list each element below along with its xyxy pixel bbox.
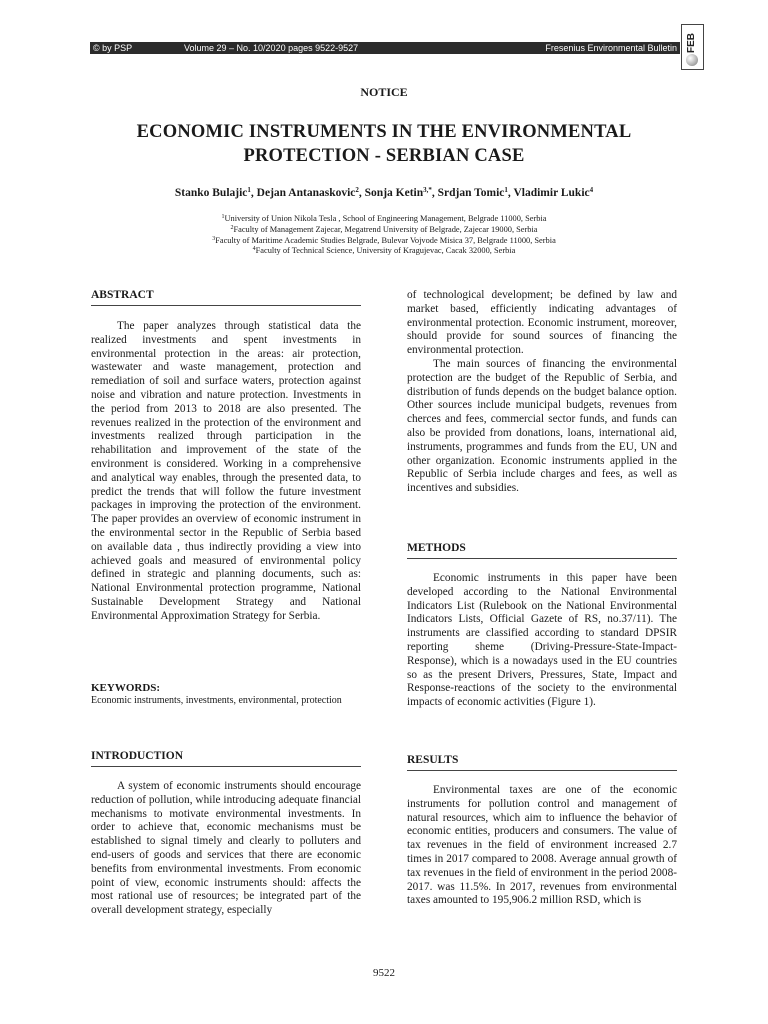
affiliation-list [40, 214, 728, 257]
keywords-label: KEYWORDS [91, 682, 157, 694]
introduction-text-block [91, 780, 361, 918]
abstract-text: The paper analyzes through statistical data the realized investments and spent investments in environmental protection in the areas: air protection, wastewater and waste management, protection and remediation of soil and surface waters, protection against noise and vibration and nature protection. Investments in the period from 2013 to 2018 are also presented. The revenues realized in the protection of the environment and investments realized through participation in the rehabilitation and improvement of the state of the environment is considered. Working in a comprehensive and analytical way enables, through the presented data, to predict the trends that will follow the future investment packages in improving the protection of the environment. The paper provides an overview of economic instrument in the environmental sector in the Republic of Serbia based on available data , thus indirectly providing a view into achieved goals and measured of environmental policy defined in strategic and planning documents, such as: National Environmental protection programme, National Sustainable Development Strategy and National Environmental Approximation Strategy for Serbia. [91, 320, 361, 622]
author-affiliation-mark: 4 [589, 186, 594, 194]
sphere-icon [686, 54, 698, 66]
journal-header-bar [90, 42, 680, 54]
title-line: ECONOMIC INSTRUMENTS IN THE ENVIRONMENTAL [136, 122, 632, 142]
affiliation: $^4$Faculty of Technical Science, University of Kragujevac, Cacak 32000, Serbia [252, 246, 516, 256]
journal-name: Fresenius Environmental Bulletin [545, 43, 677, 53]
author-name: Sonja Ketin [364, 187, 424, 199]
author-name: Srdjan Tomic [437, 187, 505, 199]
results-heading: RESULTS [407, 753, 677, 771]
results-text: Environmental taxes are one of the economic instruments for pollution control and management of natural resources, which aim to influence the behavior of economic entities, producers and consumers. The value of tax revenues in the field of environment increased 2.7 times in 2017 compared to 2008. Average annual growth of tax revenues in the field of environment in the period 2008-2017. was 11.5%. In 2017, revenues from environmental taxes amounted to 195,906.2 million RSD, which is [407, 784, 677, 907]
right-column-intro-block [407, 289, 677, 496]
keywords-text: Economic instruments, investments, environmental, protection [91, 695, 342, 706]
author-affiliation-mark: 1 [504, 186, 508, 194]
methods-heading: METHODS [407, 541, 677, 559]
author-affiliation-mark: 2 [355, 186, 359, 194]
page-number: 9522 [373, 967, 395, 979]
feb-logo [681, 24, 704, 70]
methods-text: Economic instruments in this paper have been developed according to the National Environmental Indicators List (Rulebook on the National Environmental Indicators Lists, Official Gazete of RS, no.37/11). The instruments are classified according to standard DPSIR reporting sheme (Driving-Pressure-State-Impact-Response), which is a nowadays used in the EU countries so as the present Drivers, Pressures, State, Impact and Response-reactions of the society to the environmental impacts of economic activities (Figure 1). [407, 572, 677, 709]
article-title [60, 120, 708, 168]
author-name: Vladimir Lukic [513, 187, 590, 199]
affiliation: $^3$Faculty of Maritime Academic Studies Belgrade, Bulevar Vojvode Misica 37, Belgrade 11000, Serbia [212, 235, 556, 245]
introduction-continuation: of technological development; be defined by law and market based, efficiently indicating advantages of environmental protection. Economic instrument, moreover, should provide for sound sources of financing the environmental protection. [407, 289, 677, 357]
article-type-label: NOTICE [360, 85, 408, 99]
copyright-text: © by PSP [93, 43, 133, 53]
affiliation: $^2$Faculty of Management Zajecar, Megatrend University of Belgrade, Zajecar 19000, Serbia [230, 224, 538, 234]
introduction-heading: INTRODUCTION [91, 749, 361, 767]
author-affiliation-mark: 3,* [423, 186, 432, 194]
title-line: PROTECTION - SERBIAN CASE [243, 146, 525, 166]
results-text-block [407, 784, 677, 908]
methods-text-block [407, 572, 677, 710]
author-name: Dejan Antanaskovic [256, 187, 356, 199]
volume-info: Volume 29 – No. 10/2020 pages 9522-9527 [184, 43, 359, 53]
abstract-heading: ABSTRACT [91, 288, 361, 306]
author-affiliation-mark: 1 [247, 186, 251, 194]
funding-sources-paragraph: The main sources of financing the environmental protection are the budget of the Republic of Serbia, and distribution of funds depends on the budget balance option. Other sources include municipal budgets, revenues from cherces and fees, commercial sector funds, and funds can also be provided from donations, loans, international aid, instruments, programmes and funds from the EU, UN and other organization. Economic instruments applied in the Republic of Serbia include charges and fees, as well as incentives and subsidies. [407, 357, 677, 495]
abstract-text-block [91, 320, 361, 624]
feb-logo-text: FEB [686, 33, 697, 53]
author-list: Stanko Bulajic$^1$, Dejan Antanaskovic$^2$, Sonja Ketin$^{3,*}$, Srdjan Tomic$^1$, Vladimir Lukic$^4$ [174, 186, 594, 199]
author-name: Stanko Bulajic [174, 187, 248, 199]
keywords-block: KEYWORDS: Economic instruments, investments, environmental, protection [91, 682, 361, 708]
affiliation: $^1$University of Union Nikola Tesla , School of Engineering Management, Belgrade 11000, Serbia [221, 214, 547, 223]
introduction-text: A system of economic instruments should encourage reduction of pollution, while introducing adequate financial mechanisms to motivate environmental investments. In order to achieve that, economic mechanisms must be established to signal timely and clearly to polluters and end-users of goods and services that there are economic benefits from environmental investments. From economic point of view, economic instruments should: affects the most rational use of resources; be integrated part of the overall development strategy, especially [91, 780, 361, 917]
